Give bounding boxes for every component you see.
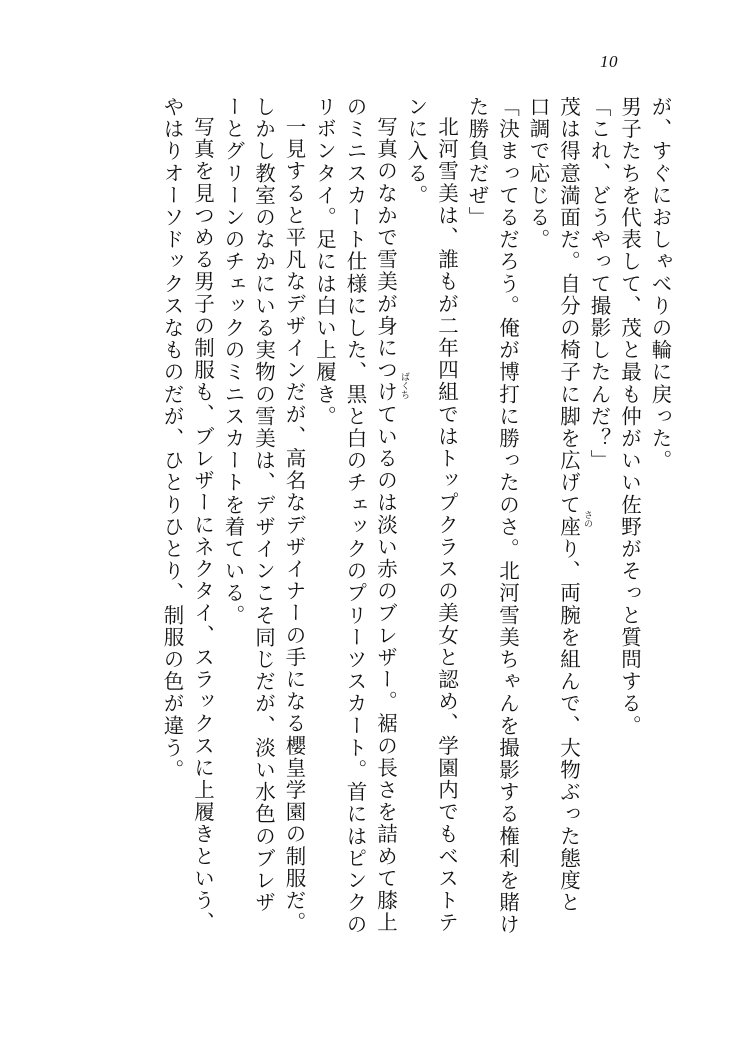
text-column: 北河雪美は、誰もが二年四組ではトップクラスの美女と認め、学園内でもベストテ bbox=[434, 116, 459, 934]
text-column: リボンタイ。足には白い上履き。 bbox=[312, 96, 337, 428]
text-column: 一見すると平凡なデザインだが、高名なデザイナーの手になる櫻皇学園の制服だ。 bbox=[282, 116, 306, 934]
text-column: 写真のなかで雪美が身につけているのは淡い赤のブレザー。裾の長さを詰めて膝上 bbox=[373, 116, 398, 934]
ruby-annotation-sano: さの bbox=[582, 510, 592, 528]
text-column: 茂は得意満面だ。自分の椅子に脚を広げて座り、両腕を組んで、大物ぶった態度と bbox=[556, 96, 581, 914]
vertical-text-body bbox=[62, 96, 670, 966]
text-column: のミニスカート仕様にした、黒と白のチェックのプリーツスカート。首にはピンクの bbox=[343, 96, 367, 936]
text-column: 写真を見つめる男子の制服も、ブレザーにネクタイ、スラックスに上履きという、 bbox=[190, 116, 215, 934]
text-column: 「決まってるだろう。俺が博打に勝ったのさ。北河雪美ちゃんを撮影する権利を賭け bbox=[495, 96, 520, 936]
text-column: 男子たちを代表して、茂と最も仲がいい佐野がそっと質問する。 bbox=[617, 96, 642, 737]
text-column: やはりオーソドックスなものだが、ひとりひとり、制服の色が違う。 bbox=[160, 96, 184, 782]
text-column: しかし教室のなかにいる実物の雪美は、デザインこそ同じだが、淡い水色のブレザ bbox=[251, 96, 276, 914]
ruby-annotation-bakuchi: ばくち bbox=[399, 372, 409, 399]
text-column: 口調で応じる。 bbox=[526, 96, 550, 251]
text-column: た勝負だぜ」 bbox=[465, 96, 489, 229]
text-column: ンに入る。 bbox=[404, 96, 428, 207]
text-column: ーとグリーンのチェックのミニスカートを着ている。 bbox=[221, 96, 245, 627]
text-column: 「これ、どうやって撮影したんだ？」 bbox=[587, 96, 611, 472]
text-column: が、すぐにおしゃべりの輪に戻った。 bbox=[648, 96, 672, 472]
page-number: 10 bbox=[600, 52, 618, 71]
